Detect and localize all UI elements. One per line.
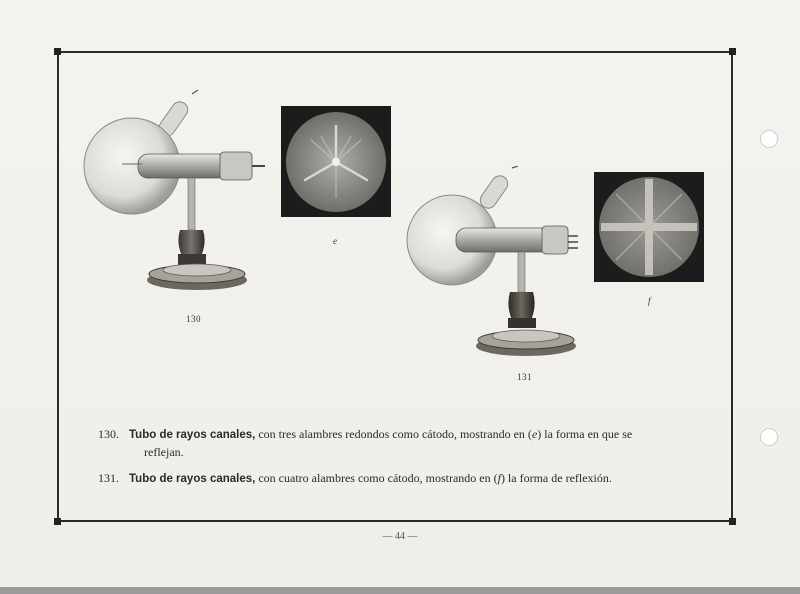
entry-130-text: con tres alambres redondos como cátodo, mostrando en ( [255,427,532,441]
entry-130-number: 130. [98,427,119,441]
figure-130-tube-illustration [80,88,270,306]
frame-corner-bl [54,518,61,525]
pattern-f-illustration [594,172,704,282]
binder-hole-bottom [760,428,778,446]
pattern-e-illustration [281,106,391,217]
figure-130-number: 130 [186,314,201,324]
frame-corner-br [729,518,736,525]
entry-131-text: con cuatro alambres como cátodo, mostrando en ( [255,471,498,485]
entry-130-continuation: reflejan. [144,445,184,459]
entry-131 [98,470,718,488]
entry-130-text-end: ) la forma en que se [537,427,633,441]
pattern-f-letter: f [648,296,651,306]
scan-bottom-edge [0,587,800,594]
binder-hole-top [760,130,778,148]
figure-131-number: 131 [517,372,532,382]
entry-130 [98,426,718,461]
frame-corner-tl [54,48,61,55]
entry-131-number: 131. [98,471,119,485]
entry-131-ref: f [497,471,501,485]
entry-131-text-end: ) la forma de reflexión. [500,471,612,485]
frame-corner-tr [729,48,736,55]
entry-131-title: Tubo de rayos canales, [129,473,256,485]
pattern-e-letter: e [333,236,337,246]
figure-131-tube-illustration [402,166,592,366]
entry-130-ref: e [531,427,538,441]
page-number: — 44 — [382,531,418,542]
entry-130-title: Tubo de rayos canales, [129,429,256,441]
